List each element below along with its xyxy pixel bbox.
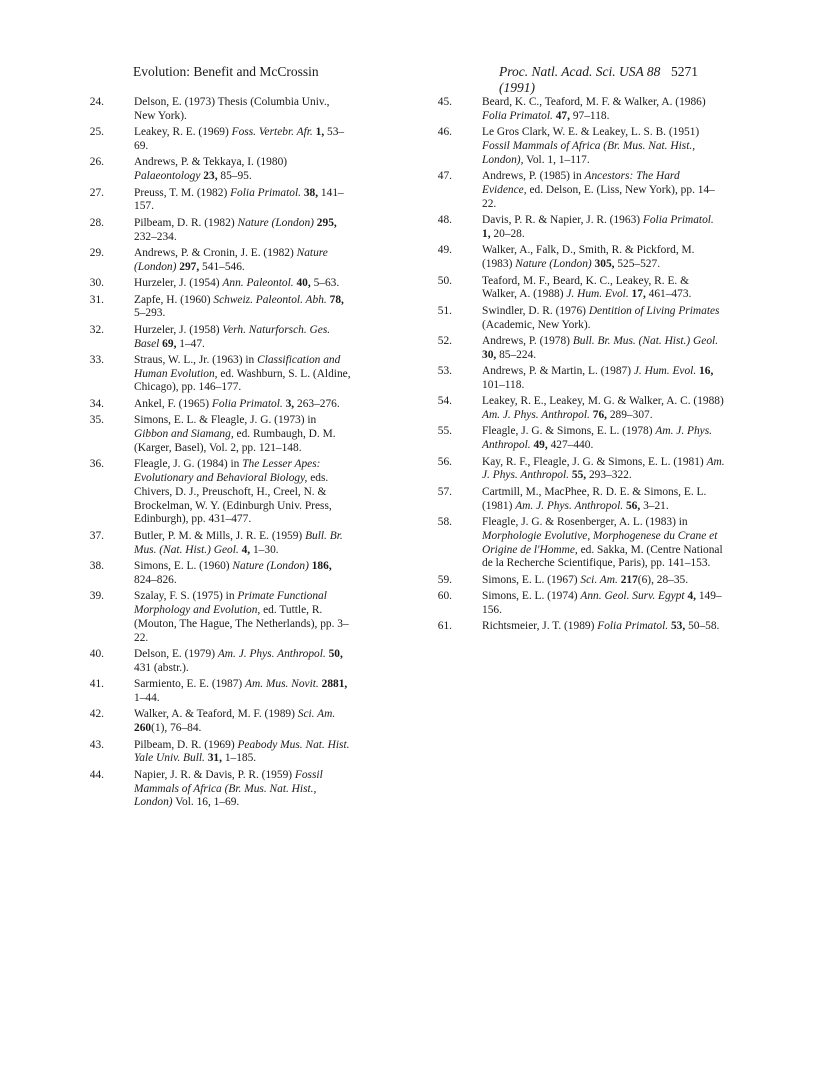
reference-volume: 69, — [162, 337, 177, 350]
reference-entry — [430, 275, 725, 303]
reference-number: 38. — [89, 560, 104, 573]
reference-text — [482, 425, 725, 453]
reference-entry — [82, 708, 352, 736]
reference-segment: Simons, E. L. (1967) — [482, 573, 581, 586]
reference-number: 54. — [437, 395, 452, 408]
reference-text — [134, 708, 352, 736]
reference-entry — [82, 187, 352, 215]
reference-segment: 1–185. — [221, 752, 257, 765]
reference-segment: 20–28. — [490, 227, 525, 240]
reference-entry — [82, 678, 352, 706]
reference-text — [134, 398, 352, 412]
reference-entry — [430, 365, 725, 393]
reference-segment: Kay, R. F., Fleagle, J. G. & Simons, E. L. (1981) — [482, 455, 707, 468]
reference-segment: 427–440. — [547, 439, 594, 452]
reference-segment: Andrews, P. & Cronin, J. E. (1982) — [134, 246, 297, 259]
reference-text — [482, 275, 725, 303]
reference-segment: Vol. 1, 1–117. — [523, 153, 590, 166]
reference-segment: 3–21. — [640, 499, 669, 512]
reference-entry — [82, 414, 352, 455]
reference-entry — [82, 247, 352, 275]
reference-entry — [430, 486, 725, 514]
reference-title: Folia Primatol. — [211, 397, 283, 410]
reference-number: 49. — [437, 244, 452, 257]
reference-number: 61. — [437, 620, 452, 633]
reference-segment: 97–118. — [569, 109, 610, 122]
reference-segment: Walker, A. & Teaford, M. F. (1989) — [134, 708, 298, 721]
reference-segment: 50–58. — [685, 620, 720, 633]
reference-segment: Fleagle, J. G. (1984) in — [134, 458, 243, 471]
reference-number: 46. — [437, 126, 452, 139]
reference-entry — [82, 648, 352, 676]
reference-segment: Napier, J. R. & Davis, P. R. (1959) — [134, 768, 295, 781]
reference-number: 28. — [89, 216, 104, 229]
reference-number: 52. — [437, 334, 452, 347]
reference-text — [134, 156, 352, 184]
reference-volume: 3, — [285, 397, 295, 410]
references-column-left — [82, 96, 352, 813]
reference-segment: Leakey, R. E., Leakey, M. G. & Walker, A. C. (1988) — [482, 395, 724, 408]
reference-entry — [82, 217, 352, 245]
reference-segment: Butler, P. M. & Mills, J. R. E. (1959) — [134, 529, 306, 542]
reference-segment: Szalay, F. S. (1975) in — [134, 590, 238, 603]
reference-segment: Simons, E. L. & Fleagle, J. G. (1973) in — [134, 414, 317, 427]
reference-title: Dentition of Living Primates — [588, 304, 720, 317]
reference-number: 31. — [89, 293, 104, 306]
reference-number: 42. — [89, 708, 104, 721]
reference-text — [482, 395, 725, 423]
running-header — [133, 64, 698, 95]
reference-entry — [82, 126, 352, 154]
reference-title: Folia Primatol. — [230, 186, 301, 199]
reference-entry — [82, 560, 352, 588]
reference-volume: 38, — [303, 186, 319, 199]
reference-entry — [430, 126, 725, 167]
reference-volume: 1, — [482, 227, 491, 240]
reference-segment: ed. Rumbaugh, D. M. (Karger, Basel), Vol. 2, pp. 121–148. — [134, 428, 336, 454]
reference-entry — [430, 96, 725, 124]
reference-number: 56. — [437, 455, 452, 468]
reference-segment: Hurzeler, J. (1954) — [134, 277, 223, 290]
reference-title: The Lesser Apes: Evolutionary and Behavioral Biology, — [134, 458, 321, 485]
reference-segment: 5–293. — [134, 307, 166, 320]
reference-volume: 2881, — [321, 678, 348, 691]
reference-segment: Fleagle, J. G. & Simons, E. L. (1978) — [482, 425, 656, 438]
reference-segment: Delson, E. (1979) — [134, 647, 218, 660]
reference-title: Am. J. Phys. Anthropol. — [515, 499, 624, 512]
reference-entry — [430, 170, 725, 211]
reference-number: 51. — [437, 304, 452, 317]
reference-title: Am. J. Phys. Anthropol. — [482, 425, 713, 452]
reference-text — [134, 247, 352, 275]
reference-volume: 4, — [687, 590, 696, 603]
reference-segment: 525–527. — [614, 258, 661, 271]
reference-segment: Andrews, P. (1985) in — [482, 170, 585, 183]
reference-title: Fossil Mammals of Africa (Br. Mus. Nat. Hist., London) — [134, 768, 323, 809]
reference-entry — [430, 425, 725, 453]
reference-title: Ann. Geol. Surv. Egypt — [580, 590, 685, 603]
reference-title: Folia Primatol. — [597, 620, 669, 633]
reference-entry — [82, 156, 352, 184]
reference-segment: Cartmill, M., MacPhee, R. D. E. & Simons, E. L. (1981) — [482, 485, 707, 512]
reference-volume: 260 — [134, 722, 152, 735]
reference-volume: 76, — [592, 409, 607, 422]
reference-volume: 78, — [329, 293, 344, 306]
reference-entry — [430, 395, 725, 423]
reference-volume: 56, — [625, 499, 641, 512]
reference-segment: Ankel, F. (1965) — [134, 397, 212, 410]
reference-number: 53. — [437, 365, 452, 378]
header-journal: Proc. Natl. Acad. Sci. USA 88 (1991) — [499, 64, 661, 95]
reference-segment: ed. Sakka, M. (Centre National de la Recherche Scientifique, Paris), pp. 141–153. — [482, 543, 723, 570]
reference-volume: 49, — [533, 439, 548, 452]
reference-segment: Pilbeam, D. R. (1982) — [134, 216, 238, 229]
reference-entry — [82, 277, 352, 291]
reference-number: 60. — [437, 590, 452, 603]
reference-title: Foss. Vertebr. Afr. — [231, 126, 313, 139]
reference-entry — [82, 96, 352, 124]
reference-volume: 186, — [311, 560, 332, 573]
reference-title: Fossil Mammals of Africa (Br. Mus. Nat. Hist., London), — [482, 139, 696, 166]
reference-number: 36. — [89, 458, 104, 471]
reference-title: Nature (London) — [134, 246, 328, 273]
reference-number: 35. — [89, 414, 104, 427]
page-number: 5271 — [671, 64, 698, 79]
reference-text — [482, 456, 725, 484]
reference-number: 37. — [89, 529, 104, 542]
reference-segment: (6), 28–35. — [637, 573, 689, 586]
reference-text — [482, 305, 725, 333]
reference-segment: Hurzeler, J. (1958) — [134, 323, 223, 336]
reference-entry — [430, 214, 725, 242]
reference-text — [134, 458, 352, 527]
reference-text — [482, 620, 725, 634]
reference-text — [134, 414, 352, 455]
reference-text — [134, 126, 352, 154]
reference-title: Bull. Br. Mus. (Nat. Hist.) Geol. — [134, 529, 343, 556]
reference-segment: Le Gros Clark, W. E. & Leakey, L. S. B. (1951) — [482, 126, 700, 139]
reference-text — [134, 530, 352, 558]
reference-segment: 141–157. — [134, 186, 344, 213]
reference-number: 44. — [89, 768, 104, 781]
reference-number: 40. — [89, 647, 104, 660]
reference-title: Folia Primatol. — [482, 109, 553, 122]
reference-title: Ancestors: The Hard Evidence, — [482, 170, 680, 196]
reference-segment: Vol. 16, 1–69. — [172, 796, 240, 809]
reference-number: 27. — [89, 186, 104, 199]
reference-segment: Walker, A., Falk, D., Smith, R. & Pickford, M. (1983) — [482, 244, 695, 271]
reference-title: Ann. Paleontol. — [222, 277, 294, 290]
reference-segment: Swindler, D. R. (1976) — [482, 304, 589, 317]
reference-segment: Simons, E. L. (1974) — [482, 590, 581, 603]
reference-entry — [430, 620, 725, 634]
reference-segment: 101–118. — [482, 378, 525, 391]
reference-segment: 1–30. — [250, 543, 279, 556]
reference-segment: 293–322. — [586, 469, 632, 482]
reference-entry — [82, 324, 352, 352]
reference-segment: 53–69. — [134, 126, 345, 152]
reference-segment: 85–95. — [217, 170, 252, 183]
reference-number: 57. — [437, 485, 452, 498]
reference-number: 50. — [437, 274, 452, 287]
reference-title: Am. J. Phys. Anthropol. — [217, 647, 326, 660]
reference-title: Am. J. Phys. Anthropol. — [482, 455, 725, 482]
reference-entry — [82, 530, 352, 558]
reference-title: Primate Functional Morphology and Evolution, — [134, 590, 327, 616]
reference-title: Morphologie Evolutive, Morphogenese du Crane et Origine de l'Homme, — [482, 529, 718, 556]
reference-segment: Zapfe, H. (1960) — [134, 293, 214, 306]
reference-segment: Andrews, P. (1978) — [482, 334, 573, 347]
reference-text — [134, 96, 352, 124]
reference-segment: ed. Washburn, S. L. (Aldine, Chicago), pp. 146–177. — [134, 367, 351, 394]
reference-volume: 1, — [315, 126, 325, 139]
reference-segment: 541–546. — [199, 260, 245, 273]
reference-text — [482, 365, 725, 393]
reference-text — [134, 277, 352, 291]
reference-segment: 824–826. — [134, 573, 177, 586]
reference-segment: Straus, W. L., Jr. (1963) in — [134, 353, 258, 366]
reference-text — [482, 335, 725, 363]
reference-title: Nature (London) — [515, 258, 592, 271]
reference-segment: 85–224. — [496, 348, 537, 361]
reference-text — [482, 170, 725, 211]
reference-segment: Delson, E. (1973) Thesis (Columbia Univ., New York). — [134, 96, 330, 122]
reference-entry — [430, 574, 725, 588]
reference-volume: 23, — [203, 170, 218, 183]
reference-segment: 232–234. — [134, 230, 177, 243]
reference-segment: 1–47. — [176, 337, 205, 350]
reference-text — [482, 574, 725, 588]
reference-segment: ed. Delson, E. (Liss, New York), pp. 14–22. — [482, 183, 715, 210]
reference-volume: 47, — [555, 109, 570, 122]
reference-segment: 461–473. — [645, 288, 692, 301]
reference-segment: Richtsmeier, J. T. (1989) — [482, 620, 598, 633]
reference-segment: Preuss, T. M. (1982) — [134, 186, 231, 199]
reference-volume: 16, — [699, 365, 714, 378]
reference-number: 48. — [437, 214, 452, 227]
reference-title: J. Hum. Evol. — [633, 365, 697, 378]
reference-entry — [82, 294, 352, 322]
reference-number: 59. — [437, 573, 452, 586]
reference-entry — [430, 335, 725, 363]
reference-text — [134, 294, 352, 322]
reference-text — [482, 590, 725, 618]
reference-text — [134, 354, 352, 395]
reference-volume: 50, — [328, 647, 343, 660]
reference-number: 24. — [89, 96, 104, 108]
reference-entry — [430, 516, 725, 571]
reference-text — [134, 217, 352, 245]
reference-text — [134, 769, 352, 810]
reference-volume: 305, — [594, 258, 615, 271]
reference-segment: 5–63. — [310, 277, 340, 290]
reference-text — [482, 96, 725, 124]
reference-entry — [430, 244, 725, 272]
reference-number: 32. — [89, 323, 104, 336]
reference-segment: Leakey, R. E. (1969) — [134, 126, 232, 139]
reference-segment: Davis, P. R. & Napier, J. R. (1963) — [482, 214, 643, 227]
reference-entry — [82, 458, 352, 527]
reference-entry — [82, 769, 352, 810]
reference-title: Bull. Br. Mus. (Nat. Hist.) Geol. — [572, 334, 719, 347]
reference-volume: 55, — [571, 469, 587, 482]
reference-entry — [82, 590, 352, 645]
reference-volume: 40, — [296, 277, 311, 290]
reference-text — [482, 214, 725, 242]
reference-segment: Pilbeam, D. R. (1969) — [134, 738, 238, 751]
reference-title: Gibbon and Siamang, — [134, 428, 234, 441]
reference-title: Palaeontology — [134, 170, 201, 183]
reference-title: J. Hum. Evol. — [566, 288, 629, 301]
reference-title: Peabody Mus. Nat. Hist. Yale Univ. Bull. — [134, 738, 350, 765]
reference-segment: Beard, K. C., Teaford, M. F. & Walker, A. (1986) — [482, 96, 706, 108]
reference-title: Am. Mus. Novit. — [245, 678, 319, 691]
reference-segment: 263–276. — [294, 397, 340, 410]
reference-volume: 295, — [316, 216, 337, 229]
reference-text — [134, 560, 352, 588]
reference-volume: 217 — [620, 573, 638, 586]
reference-volume: 53, — [670, 620, 686, 633]
reference-entry — [430, 590, 725, 618]
reference-segment: 149–156. — [482, 590, 722, 616]
reference-entry — [430, 456, 725, 484]
reference-entry — [82, 739, 352, 767]
reference-title: Sci. Am. — [297, 708, 336, 721]
reference-segment: 431 (abstr.). — [134, 661, 189, 674]
references-column-right — [430, 96, 725, 637]
reference-text — [134, 739, 352, 767]
reference-volume: 4, — [241, 543, 251, 556]
header-authors: Evolution: Benefit and McCrossin — [133, 64, 319, 79]
reference-number: 43. — [89, 738, 104, 751]
reference-number: 45. — [437, 96, 452, 108]
reference-number: 41. — [89, 678, 104, 691]
reference-entry — [82, 398, 352, 412]
reference-title: Folia Primatol. — [642, 214, 714, 227]
reference-text — [482, 244, 725, 272]
reference-volume: 297, — [179, 260, 200, 273]
reference-text — [482, 516, 725, 571]
reference-volume: 17, — [631, 288, 646, 301]
reference-segment: eds. Chivers, D. J., Preuschoft, H., Creel, N. & Brockelman, W. Y. (Edinburgh Univ. Press, Edinburgh), pp. 431–477. — [134, 472, 332, 526]
reference-text — [482, 126, 725, 167]
reference-number: 33. — [89, 353, 104, 366]
reference-text — [134, 648, 352, 676]
reference-title: Verh. Naturforsch. Ges. Basel — [134, 323, 331, 350]
reference-text — [134, 324, 352, 352]
reference-number: 55. — [437, 425, 452, 438]
reference-segment: 289–307. — [607, 409, 653, 422]
reference-number: 34. — [89, 397, 104, 410]
reference-number: 29. — [89, 246, 104, 259]
reference-segment: (Academic, New York). — [482, 318, 591, 331]
reference-text — [134, 187, 352, 215]
reference-number: 39. — [89, 590, 104, 603]
reference-segment: Andrews, P. & Martin, L. (1987) — [482, 365, 634, 378]
reference-volume: 31, — [207, 752, 222, 765]
reference-segment: 1–44. — [134, 691, 160, 704]
reference-title: Classification and Human Evolution, — [134, 353, 341, 380]
reference-segment: ed. Tuttle, R. (Mouton, The Hague, The Netherlands), pp. 3–22. — [134, 604, 349, 644]
reference-title: Am. J. Phys. Anthropol. — [482, 409, 590, 422]
reference-number: 58. — [437, 516, 452, 529]
reference-entry — [82, 354, 352, 395]
reference-segment: Simons, E. L. (1960) — [134, 560, 233, 573]
reference-title: Schweiz. Paleontol. Abh. — [213, 293, 327, 306]
reference-text — [134, 590, 352, 645]
reference-segment: Fleagle, J. G. & Rosenberger, A. L. (1983) in — [482, 516, 688, 529]
reference-segment: (1), 76–84. — [151, 722, 202, 735]
reference-number: 47. — [437, 170, 452, 183]
reference-segment: Sarmiento, E. E. (1987) — [134, 678, 246, 691]
reference-title: Nature (London) — [232, 560, 309, 573]
reference-number: 26. — [89, 156, 104, 169]
reference-number: 30. — [89, 277, 104, 290]
reference-number: 25. — [89, 126, 104, 139]
reference-entry — [430, 305, 725, 333]
reference-segment: Teaford, M. F., Beard, K. C., Leakey, R. E. & Walker, A. (1988) — [482, 274, 689, 301]
reference-text — [482, 486, 725, 514]
reference-title: Nature (London) — [237, 216, 314, 229]
reference-segment: Andrews, P. & Tekkaya, I. (1980) — [134, 156, 288, 169]
reference-title: Sci. Am. — [580, 573, 618, 586]
reference-text — [134, 678, 352, 706]
reference-volume: 30, — [482, 348, 497, 361]
